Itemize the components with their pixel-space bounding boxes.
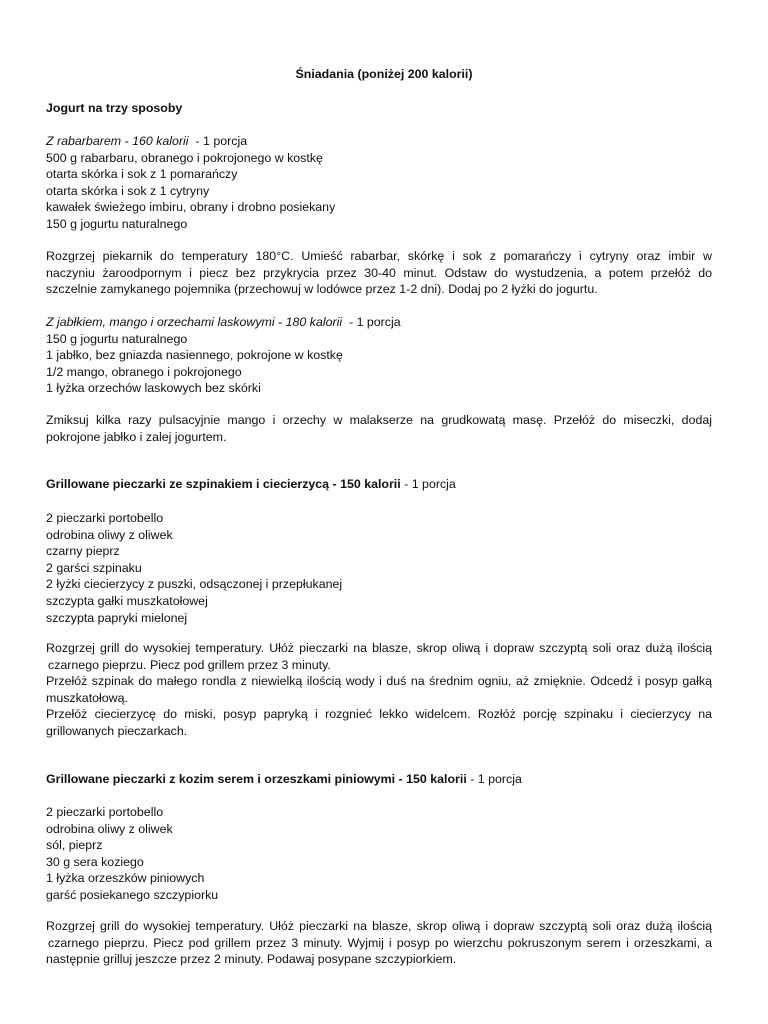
ingredient-item: kawałek świeżego imbiru, obrany i drobno posiekany — [46, 200, 336, 215]
recipe-title-line — [46, 314, 712, 331]
ingredient-item: sól, pieprz — [46, 838, 103, 853]
recipe-portion: - 1 porcja — [188, 134, 248, 148]
recipe-title: Z jabłkiem, mango i orzechami laskowymi - 180 kalorii — [46, 315, 343, 329]
recipe-apple-mango — [46, 314, 712, 397]
method-line: Przełóż ciecierzycę do miski, posyp papryką i rozgnieć lekko widelcem. Rozłóż porcję szpinaku i ciecierzycy na — [46, 707, 712, 722]
ingredient-item: 150 g jogurtu naturalnego — [46, 216, 188, 231]
method-line: Zmiksuj kilka razy pulsacyjnie mango i orzechy w malakserze na grudkowatą masę. Przełóż do miseczki, dodaj — [46, 413, 712, 427]
ingredient-item: szczypta papryki mielonej — [46, 610, 188, 625]
recipe-mushrooms-spinach-ingredients — [46, 510, 712, 626]
recipe-title: Grillowane pieczarki z kozim serem i orzeszkami piniowymi - 150 kalorii — [46, 772, 467, 786]
section-heading-yogurt — [46, 100, 712, 117]
ingredient-item: czarny pieprz — [46, 544, 120, 559]
method-line: Rozgrzej piekarnik do temperatury 180°C. Umieść rabarbar, skórkę i sok z pomarańczy i cytryny oraz imbir w — [46, 249, 712, 263]
method-line: pokrojone jabłko i zalej jogurtem. — [46, 429, 227, 444]
recipe-mushrooms-spinach-method — [46, 640, 712, 740]
recipe-portion: - 1 porcja — [466, 772, 522, 786]
recipe-title: Z rabarbarem - 160 kalorii — [46, 134, 189, 148]
ingredient-item: 1/2 mango, obranego i pokrojonego — [46, 364, 242, 379]
ingredient-item: 2 garści szpinaku — [46, 560, 142, 575]
method-line: grillowanych pieczarkach. — [46, 723, 188, 738]
recipe-mushrooms-spinach-title — [46, 476, 712, 493]
method-line: następnie grilluj jeszcze przez 2 minuty. Podawaj posypane szczypiorkiem. — [46, 952, 457, 967]
recipe-apple-mango-method — [46, 412, 712, 445]
method-line: czarnego pieprzu. Piecz pod grillem przez 3 minuty. — [48, 657, 331, 672]
ingredient-item: 2 pieczarki portobello — [46, 511, 164, 525]
recipe-rhubarb-method — [46, 248, 712, 298]
method-line: szczelnie zamykanego pojemnika (przechowuj w lodówce przez 1-2 dni). Dodaj po 2 łyżki do jogurtu. — [46, 282, 598, 297]
ingredient-item: 2 pieczarki portobello — [46, 805, 164, 819]
method-line: Przełóż szpinak do małego rondla z niewielką ilością wody i duś na średnim ogniu, aż zmięknie. Odcedź i posyp gałką — [46, 674, 712, 689]
ingredient-item: 500 g rabarbaru, obranego i pokrojonego w kostkę — [46, 150, 323, 165]
ingredient-item: 1 łyżka orzeszków piniowych — [46, 871, 205, 886]
ingredient-item: otarta skórka i sok z 1 pomarańczy — [46, 167, 238, 182]
method-line: naczyniu żaroodpornym i piecz bez przykrycia przez 30-40 minut. Odstaw do wystudzenia, a potem przełóż do — [46, 265, 712, 280]
recipe-portion: - 1 porcja — [342, 315, 401, 329]
ingredient-item: 150 g jogurtu naturalnego — [46, 331, 188, 346]
ingredient-item: 1 jabłko, bez gniazda nasiennego, pokrojone w kostkę — [46, 348, 343, 363]
recipe-portion: - 1 porcja — [400, 477, 456, 491]
ingredient-item: 2 łyżki ciecierzycy z puszki, odsączonej i przepłukanej — [46, 577, 343, 592]
method-line: czarnego pieprzu. Piecz pod grillem przez 3 minuty. Wyjmij i posyp po wierzchu pokruszonym serem i orzeszkami, a — [48, 935, 712, 950]
ingredient-item: otarta skórka i sok z 1 cytryny — [46, 183, 210, 198]
ingredient-item: garść posiekanego szczypiorku — [46, 887, 219, 902]
ingredient-item: 30 g sera koziego — [46, 854, 144, 869]
recipe-mushrooms-goat-cheese-title — [46, 771, 712, 788]
recipe-rhubarb — [46, 133, 712, 233]
ingredient-item: odrobina oliwy z oliwek — [46, 821, 173, 836]
recipe-title-line — [46, 133, 712, 150]
recipe-title: Grillowane pieczarki ze szpinakiem i ciecierzycą - 150 kalorii — [46, 477, 401, 491]
ingredient-item: szczypta gałki muszkatołowej — [46, 593, 208, 608]
method-line: Rozgrzej grill do wysokiej temperatury. Ułóż pieczarki na blasze, skrop oliwą i dopraw szczyptą soli oraz dużą ilością — [46, 641, 712, 655]
recipe-mushrooms-goat-cheese-ingredients — [46, 804, 712, 904]
recipe-title-line — [46, 476, 712, 493]
ingredient-item: odrobina oliwy z oliwek — [46, 527, 173, 542]
method-line: Rozgrzej grill do wysokiej temperatury. Ułóż pieczarki na blasze, skrop oliwą i dopraw szczyptą soli oraz dużą ilością — [46, 919, 712, 933]
recipe-title-line — [46, 771, 712, 788]
section-heading: Jogurt na trzy sposoby — [46, 101, 183, 115]
ingredient-item: 1 łyżka orzechów laskowych bez skórki — [46, 381, 261, 396]
recipe-mushrooms-goat-cheese-method — [46, 918, 712, 968]
method-line: muszkatołową. — [46, 690, 128, 705]
document-title: Śniadania (poniżej 200 kalorii) — [295, 67, 473, 81]
